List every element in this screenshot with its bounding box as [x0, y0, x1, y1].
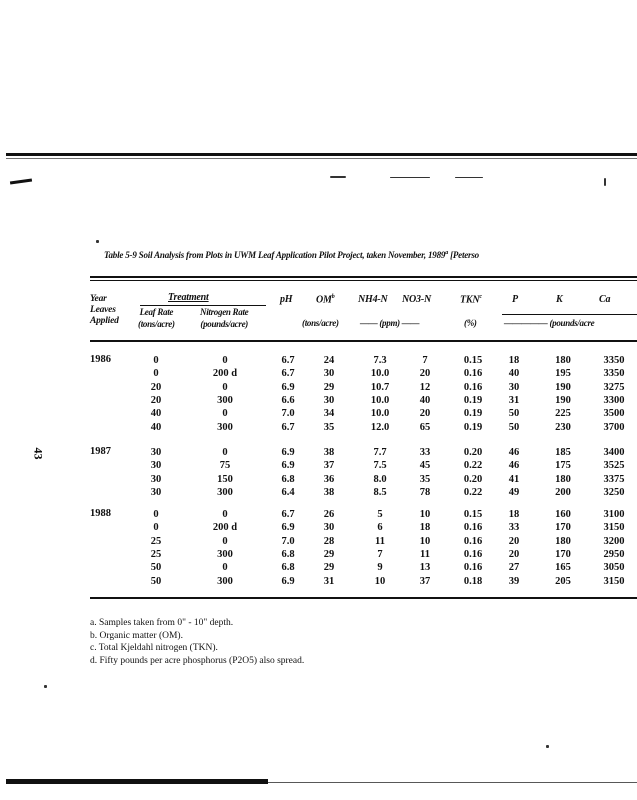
- table-cell-n: 0: [222, 355, 228, 366]
- table-cell-n: 0: [222, 381, 228, 393]
- table-cell-no3: 18: [419, 522, 431, 534]
- table-cell-ca: 3150: [603, 522, 625, 534]
- table-cell-ph: 6.9: [281, 460, 295, 472]
- table-cell-ph: 7.0: [281, 535, 295, 547]
- table-top-rule-2: [90, 280, 637, 281]
- header-ph: pH: [280, 294, 293, 305]
- table-cell-leaf: 20: [150, 394, 162, 406]
- table-cell-no3: 45: [419, 460, 431, 472]
- table-cell-om: 31: [323, 575, 335, 587]
- scan-dots: [330, 176, 346, 178]
- year-label: 1988: [90, 508, 111, 519]
- table-cell-tkn: 0.16: [463, 381, 483, 393]
- top-rule-thin: [6, 158, 637, 159]
- table-cell-nh4: 9: [377, 562, 383, 574]
- year-label: 1986: [90, 354, 111, 365]
- table-cell-k: 205: [555, 575, 571, 587]
- table-cell-om: 29: [323, 562, 335, 574]
- header-tkn-unit: (%): [464, 318, 477, 328]
- year-label: 1987: [90, 446, 111, 457]
- table-cell-tkn: 0.16: [463, 548, 483, 560]
- table-cell-nh4: 10.0: [370, 368, 390, 380]
- table-caption: [104, 250, 479, 260]
- table-cell-om: 30: [323, 394, 335, 406]
- table-cell-om: 29: [323, 548, 335, 560]
- table-cell-om: 38: [323, 486, 335, 498]
- bottom-scan-bar-thin: [268, 782, 637, 783]
- table-cell-ca: 3350: [603, 355, 625, 366]
- table-cell-n: 200 d: [212, 522, 238, 534]
- table-cell-nh4: 10.7: [370, 381, 390, 393]
- table-cell-p: 33: [508, 522, 520, 534]
- table-cell-tkn: 0.16: [463, 562, 483, 574]
- table-cell-leaf: 25: [150, 548, 162, 560]
- table-cell-ph: 6.8: [281, 473, 295, 485]
- table-cell-no3: 78: [419, 486, 431, 498]
- table-cell-om: 34: [323, 408, 335, 420]
- table-cell-leaf: 30: [150, 486, 162, 498]
- table-cell-p: 31: [508, 394, 520, 406]
- table-cell-om: 29: [323, 381, 335, 393]
- table-cell-n: 0: [222, 509, 228, 520]
- table-cell-leaf: 40: [150, 421, 162, 433]
- table-cell-ph: 6.7: [281, 368, 295, 380]
- table-cell-n: 200 d: [212, 368, 238, 380]
- table-cell-leaf: 25: [150, 535, 162, 547]
- table-cell-n: 0: [222, 535, 228, 547]
- scan-dots: [390, 177, 430, 178]
- table-cell-p: 41: [508, 473, 520, 485]
- pounds-rule: [502, 314, 637, 315]
- table-cell-leaf: 30: [150, 460, 162, 472]
- table-cell-no3: 35: [419, 473, 431, 485]
- table-cell-ph: 6.9: [281, 575, 295, 587]
- table-cell-leaf: 40: [150, 408, 162, 420]
- table-cell-n: 0: [222, 408, 228, 420]
- table-cell-p: 20: [508, 535, 520, 547]
- caption-text: Table 5-9 Soil Analysis from Plots in UWM Leaf Application Pilot Project, taken November, 1989: [104, 250, 446, 260]
- header-bottom-rule: [90, 340, 637, 342]
- table-cell-p: 46: [508, 460, 520, 472]
- table-cell-tkn: 0.22: [463, 486, 483, 498]
- table-cell-nh4: 7.3: [373, 355, 387, 366]
- table-cell-om: 38: [323, 447, 335, 458]
- table-cell-p: 18: [508, 509, 520, 520]
- scan-dots: [455, 177, 483, 178]
- table-cell-p: 18: [508, 355, 520, 366]
- table-cell-ph: 6.9: [281, 381, 295, 393]
- header-year: Year Leaves Applied: [90, 294, 119, 326]
- table-cell-n: 300: [217, 394, 233, 406]
- table-cell-ph: 6.6: [281, 394, 295, 406]
- table-cell-om: 26: [323, 509, 335, 520]
- table-cell-ca: 3100: [603, 509, 625, 520]
- table-cell-n: 0: [222, 562, 228, 574]
- table-cell-k: 170: [555, 522, 571, 534]
- table-cell-ph: 6.7: [281, 509, 295, 520]
- scan-dots: [604, 178, 606, 186]
- table-cell-nh4: 10: [374, 575, 386, 587]
- table-cell-nh4: 7.5: [373, 460, 387, 472]
- table-cell-tkn: 0.20: [463, 447, 483, 458]
- header-nh4: NH4-N: [358, 294, 388, 305]
- table-cell-ca: 3200: [603, 535, 625, 547]
- table-cell-nh4: 7.7: [373, 447, 387, 458]
- table-cell-k: 180: [555, 355, 571, 366]
- table-cell-tkn: 0.15: [463, 355, 483, 366]
- table-cell-leaf: 30: [150, 473, 162, 485]
- table-cell-n: 0: [222, 447, 228, 458]
- table-cell-leaf: 50: [150, 575, 162, 587]
- header-leaf-rate: Leaf Rate (tons/acre): [138, 307, 175, 329]
- header-k: K: [556, 294, 563, 305]
- table-cell-ph: 6.8: [281, 562, 295, 574]
- table-cell-k: 170: [555, 548, 571, 560]
- table-cell-n: 300: [217, 548, 233, 560]
- header-pounds-unit: ————— (pounds/acre: [504, 318, 595, 328]
- table-cell-n: 150: [217, 473, 233, 485]
- header-om: $OM^b$: [316, 294, 335, 306]
- table-cell-nh4: 7: [377, 548, 383, 560]
- table-cell-no3: 20: [419, 368, 431, 380]
- table-cell-leaf: 0: [153, 509, 159, 520]
- table-cell-ph: 6.8: [281, 548, 295, 560]
- table-cell-ca: 3150: [603, 575, 625, 587]
- scan-dots: [44, 685, 47, 688]
- table-cell-k: 200: [555, 486, 571, 498]
- table-cell-no3: 13: [419, 562, 431, 574]
- table-cell-ca: 2950: [603, 548, 625, 560]
- table-cell-ca: 3375: [603, 473, 625, 485]
- table-cell-leaf: 0: [153, 368, 159, 380]
- table-cell-k: 190: [555, 394, 571, 406]
- table-cell-p: 50: [508, 408, 520, 420]
- page-number: 43: [31, 447, 46, 460]
- table-cell-om: 30: [323, 368, 335, 380]
- table-cell-p: 46: [508, 447, 520, 458]
- header-ca: Ca: [599, 294, 611, 305]
- scan-mark-left: [10, 178, 32, 184]
- table-cell-k: 225: [555, 408, 571, 420]
- bottom-scan-bar: [6, 779, 268, 784]
- table-cell-ca: 3300: [603, 394, 625, 406]
- table-cell-tkn: 0.16: [463, 522, 483, 534]
- table-cell-no3: 37: [419, 575, 431, 587]
- table-cell-no3: 33: [419, 447, 431, 458]
- table-cell-ph: 6.7: [281, 355, 295, 366]
- top-rule: [6, 153, 637, 156]
- table-cell-om: 36: [323, 473, 335, 485]
- caption-footnote-ref: a: [445, 250, 449, 256]
- table-cell-ca: 3350: [603, 368, 625, 380]
- table-cell-om: 35: [323, 421, 335, 433]
- scan-dots: [96, 240, 99, 243]
- table-cell-ca: 3400: [603, 447, 625, 458]
- table-cell-tkn: 0.16: [463, 368, 483, 380]
- table-cell-n: 300: [217, 486, 233, 498]
- table-cell-om: 28: [323, 535, 335, 547]
- header-nitrogen-rate: Nitrogen Rate (pounds/acre): [200, 307, 249, 329]
- table-cell-ph: 6.4: [281, 486, 295, 498]
- table-cell-tkn: 0.16: [463, 535, 483, 547]
- table-cell-n: 300: [217, 575, 233, 587]
- table-cell-k: 175: [555, 460, 571, 472]
- table-cell-tkn: 0.19: [463, 408, 483, 420]
- table-cell-ca: 3525: [603, 460, 625, 472]
- footnote-a: a. Samples taken from 0" - 10" depth.: [90, 618, 234, 628]
- table-cell-ca: 3275: [603, 381, 625, 393]
- table-cell-leaf: 30: [150, 447, 162, 458]
- table-cell-no3: 65: [419, 421, 431, 433]
- header-p: P: [512, 294, 518, 305]
- footnote-d: d. Fifty pounds per acre phosphorus (P2O5) also spread.: [90, 655, 305, 666]
- table-top-rule: [90, 276, 637, 278]
- table-cell-nh4: 10.0: [370, 394, 390, 406]
- table-cell-n: 300: [217, 421, 233, 433]
- table-bottom-rule: [90, 597, 637, 599]
- table-cell-k: 185: [555, 447, 571, 458]
- table-cell-k: 230: [555, 421, 571, 433]
- table-cell-ph: 6.9: [281, 522, 295, 534]
- footnotes: [90, 617, 304, 667]
- table-cell-om: 30: [323, 522, 335, 534]
- table-cell-k: 190: [555, 381, 571, 393]
- table-cell-leaf: 0: [153, 355, 159, 366]
- table-cell-tkn: 0.22: [463, 460, 483, 472]
- table-cell-no3: 20: [419, 408, 431, 420]
- header-om-unit: (tons/acre): [302, 318, 339, 328]
- table-cell-p: 39: [508, 575, 520, 587]
- table-cell-nh4: 10.0: [370, 408, 390, 420]
- table-cell-leaf: 0: [153, 522, 159, 534]
- table-cell-no3: 10: [419, 535, 431, 547]
- table-cell-om: 24: [323, 355, 335, 366]
- table-cell-k: 180: [555, 535, 571, 547]
- table-cell-p: 49: [508, 486, 520, 498]
- scan-dots: [546, 745, 549, 748]
- table-cell-om: 37: [323, 460, 335, 472]
- table-cell-nh4: 12.0: [370, 421, 390, 433]
- table-cell-no3: 11: [420, 548, 430, 560]
- table-cell-p: 27: [508, 562, 520, 574]
- table-cell-no3: 7: [422, 355, 428, 366]
- table-cell-ph: 6.7: [281, 421, 295, 433]
- table-cell-p: 20: [508, 548, 520, 560]
- header-ppm-unit: —— (ppm) ——: [360, 318, 420, 328]
- caption-tail: [Peterso: [448, 250, 479, 260]
- table-cell-ca: 3050: [603, 562, 625, 574]
- table-cell-ca: 3700: [603, 421, 625, 433]
- table-cell-p: 40: [508, 368, 520, 380]
- footnote-c: c. Total Kjeldahl nitrogen (TKN).: [90, 643, 218, 653]
- table-cell-tkn: 0.20: [463, 473, 483, 485]
- table-cell-p: 30: [508, 381, 520, 393]
- table-cell-ca: 3500: [603, 408, 625, 420]
- table-cell-nh4: 6: [377, 522, 383, 534]
- table-cell-ca: 3250: [603, 486, 625, 498]
- table-cell-tkn: 0.18: [463, 575, 483, 587]
- table-cell-tkn: 0.19: [463, 421, 483, 433]
- footnote-b: b. Organic matter (OM).: [90, 630, 183, 641]
- table-cell-ph: 6.9: [281, 447, 295, 458]
- table-cell-tkn: 0.15: [463, 509, 483, 520]
- table-cell-no3: 12: [419, 381, 431, 393]
- table-cell-leaf: 50: [150, 562, 162, 574]
- table-cell-k: 180: [555, 473, 571, 485]
- table-cell-k: 195: [555, 368, 571, 380]
- table-cell-nh4: 8.0: [373, 473, 387, 485]
- table-cell-leaf: 20: [150, 381, 162, 393]
- table-cell-nh4: 8.5: [373, 486, 387, 498]
- table-cell-tkn: 0.19: [463, 394, 483, 406]
- table-cell-k: 165: [555, 562, 571, 574]
- table-cell-nh4: 11: [375, 535, 385, 547]
- table-cell-no3: 10: [419, 509, 431, 520]
- header-treatment: Treatment: [168, 292, 209, 303]
- table-cell-p: 50: [508, 421, 520, 433]
- table-cell-no3: 40: [419, 394, 431, 406]
- header-no3: NO3-N: [402, 294, 431, 305]
- header-tkn: TKN$^c$: [460, 294, 482, 306]
- table-cell-nh4: 5: [377, 509, 383, 520]
- table-cell-ph: 7.0: [281, 408, 295, 420]
- table-cell-k: 160: [555, 509, 571, 520]
- table-cell-n: 75: [219, 460, 231, 472]
